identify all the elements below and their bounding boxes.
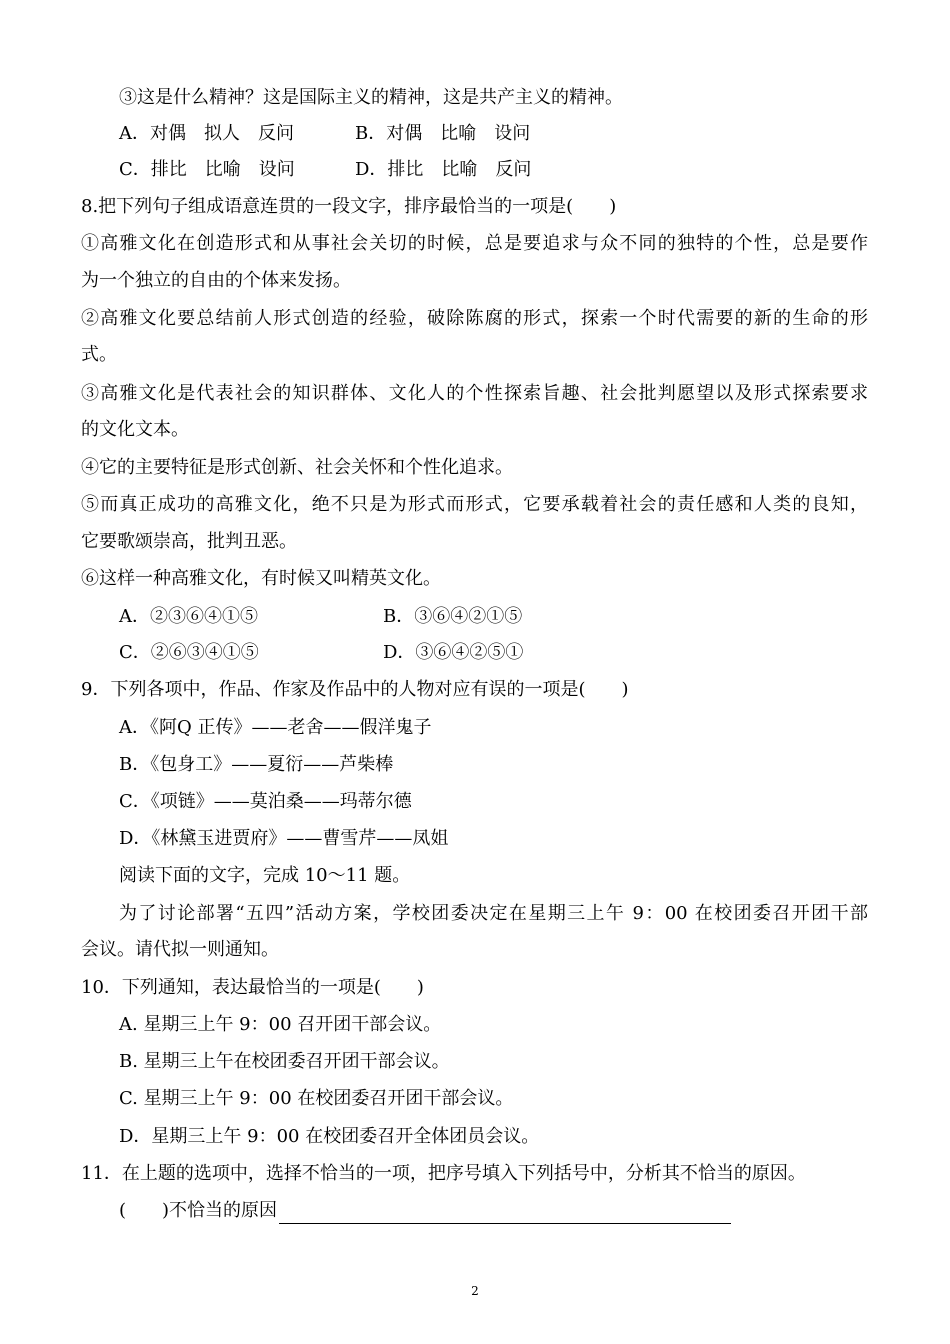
q8-option-d: D．③⑥④②⑤①: [383, 642, 524, 663]
q8-sentence-5-line-2: 它要歌颂崇高，批判丑恶。: [81, 531, 297, 552]
q11-answer-row: [119, 1198, 731, 1224]
q10-option-b: B. 星期三上午在校团委召开团干部会议。: [119, 1051, 450, 1072]
q7-option-d: D．排比 比喻 反问: [355, 159, 532, 180]
q8-option-a: A．②③⑥④①⑤: [119, 606, 258, 627]
q8-stem: 8.把下列句子组成语意连贯的一段文字，排序最恰当的一项是( ): [81, 196, 617, 217]
q9-stem: 9．下列各项中，作品、作家及作品中的人物对应有误的一项是( ): [81, 679, 629, 700]
q8-sentence-2-line-1: ②高雅文化要总结前人形式创造的经验，破除陈腐的形式，探索一个时代需要的新的生命的形: [81, 308, 868, 329]
q7-option-a: A．对偶 拟人 反问: [119, 123, 294, 144]
q11-answer-prefix: ( )不恰当的原因: [119, 1200, 278, 1221]
q9-option-a: A．《阿Q 正传》——老舍——假洋鬼子: [119, 717, 432, 738]
q8-sentence-3-line-1: ③高雅文化是代表社会的知识群体、文化人的个性探索旨趣、社会批判愿望以及形式探索要求: [81, 383, 868, 404]
q8-sentence-6: ⑥这样一种高雅文化，有时候又叫精英文化。: [81, 568, 441, 589]
q9-option-d: D．《林黛玉进贾府》——曹雪芹——凤姐: [119, 828, 449, 849]
q10-option-a: A. 星期三上午 9：00 召开团干部会议。: [119, 1014, 442, 1035]
q9-option-c: C．《项链》——莫泊桑——玛蒂尔德: [119, 791, 412, 812]
q7-sentence-3: ③这是什么精神？这是国际主义的精神，这是共产主义的精神。: [119, 87, 623, 108]
q10-option-c: C. 星期三上午 9：00 在校团委召开团干部会议。: [119, 1088, 514, 1109]
q10-stem: 10．下列通知，表达最恰当的一项是( ): [81, 977, 424, 998]
reading-intro: 阅读下面的文字，完成 10～11 题。: [119, 865, 411, 886]
q11-stem: 11．在上题的选项中，选择不恰当的一项，把序号填入下列括号中，分析其不恰当的原因。: [81, 1163, 806, 1184]
q9-option-b: B．《包身工》——夏衍——芦柴棒: [119, 754, 394, 775]
q7-option-b: B．对偶 比喻 设问: [355, 123, 531, 144]
q10-option-d: D．星期三上午 9：00 在校团委召开全体团员会议。: [119, 1126, 540, 1147]
q8-sentence-2-line-2: 式。: [81, 344, 117, 365]
q8-sentence-1-line-2: 为一个独立的自由的个体来发扬。: [81, 270, 351, 291]
reading-passage-line-1: 为了讨论部署“五四”活动方案，学校团委决定在星期三上午 9：00 在校团委召开团干部: [119, 903, 868, 924]
q8-sentence-3-line-2: 的文化文本。: [81, 419, 189, 440]
q8-option-b: B．③⑥④②①⑤: [383, 606, 523, 627]
q8-sentence-5-line-1: ⑤而真正成功的高雅文化，绝不只是为形式而形式，它要承载着社会的责任感和人类的良知，: [81, 494, 868, 515]
q8-sentence-1-line-1: ①高雅文化在创造形式和从事社会关切的时候，总是要追求与众不同的独特的个性，总是要作: [81, 233, 868, 254]
q11-answer-blank[interactable]: [279, 1205, 731, 1224]
page-number: 2: [471, 1284, 479, 1298]
q7-option-c: C．排比 比喻 设问: [119, 159, 295, 180]
q8-sentence-4: ④它的主要特征是形式创新、社会关怀和个性化追求。: [81, 457, 513, 478]
q8-option-c: C．②⑥③④①⑤: [119, 642, 259, 663]
reading-passage-line-2: 会议。请代拟一则通知。: [81, 939, 279, 960]
